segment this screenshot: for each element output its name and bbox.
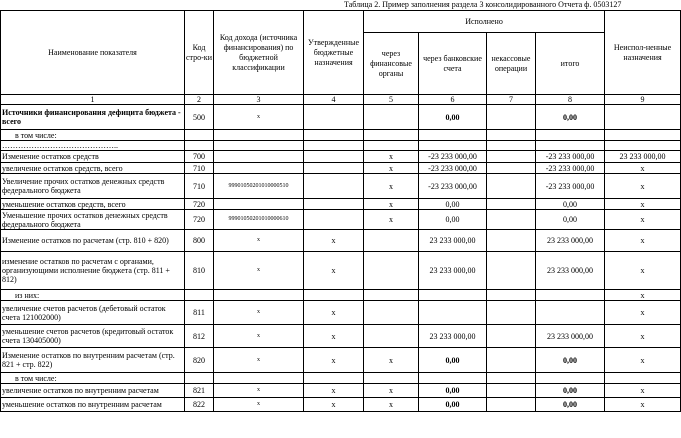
via-bank-cell: 0,00: [419, 210, 487, 230]
col-number: 7: [487, 95, 536, 105]
table-row: [1, 163, 681, 174]
approved-cell: x: [304, 384, 364, 398]
table-row: [1, 210, 681, 230]
total-cell: 0,00: [536, 348, 605, 373]
via-bank-cell: 23 233 000,00: [419, 230, 487, 252]
row-name: Изменение остатков по внутренним расчетам (стр. 821 + стр. 822): [1, 348, 185, 373]
header-total: итого: [536, 33, 605, 95]
budget-class-code: x: [214, 348, 304, 373]
table-row: [1, 130, 681, 141]
budget-class-code: 99901050201010000610: [214, 210, 304, 230]
via-fin-cell: x: [364, 163, 419, 174]
budget-class-code: x: [214, 105, 304, 130]
noncash-cell: [487, 151, 536, 163]
via-bank-cell: -23 233 000,00: [419, 151, 487, 163]
budget-class-code: x: [214, 230, 304, 252]
noncash-cell: [487, 199, 536, 210]
via-fin-cell: [364, 130, 419, 141]
total-cell: -23 233 000,00: [536, 174, 605, 199]
via-bank-cell: -23 233 000,00: [419, 174, 487, 199]
row-name: в том числе:: [1, 373, 185, 384]
col-number: 1: [1, 95, 185, 105]
unexecuted-cell: 23 233 000,00: [605, 151, 681, 163]
via-fin-cell: [364, 141, 419, 151]
header-row-top: [1, 11, 681, 33]
via-bank-cell: 0,00: [419, 398, 487, 412]
budget-class-code: x: [214, 398, 304, 412]
unexecuted-cell: x: [605, 199, 681, 210]
via-bank-cell: [419, 301, 487, 325]
row-code: 700: [185, 151, 214, 163]
approved-cell: [304, 174, 364, 199]
via-fin-cell: x: [364, 384, 419, 398]
row-name: Изменение остатков средств: [1, 151, 185, 163]
noncash-cell: [487, 348, 536, 373]
approved-cell: [304, 290, 364, 301]
caption-text: Таблица 2. Пример заполнения раздела 3 консолидированного Отчета ф. 0503127: [344, 0, 622, 9]
budget-class-code: 99901050201010000510: [214, 174, 304, 199]
header-name: Наименование показателя: [1, 11, 185, 95]
approved-cell: x: [304, 398, 364, 412]
table-row: [1, 373, 681, 384]
total-cell: 23 233 000,00: [536, 325, 605, 348]
row-name: изменение остатков по расчетам с органами, организующими исполнение бюджета (стр. 811 + 812): [1, 252, 185, 290]
row-code: 810: [185, 252, 214, 290]
via-fin-cell: x: [364, 151, 419, 163]
via-bank-cell: [419, 290, 487, 301]
noncash-cell: [487, 325, 536, 348]
approved-cell: [304, 141, 364, 151]
row-code: 500: [185, 105, 214, 130]
via-fin-cell: x: [364, 398, 419, 412]
table-row: [1, 325, 681, 348]
unexecuted-cell: [605, 130, 681, 141]
report-table: [0, 10, 681, 412]
via-fin-cell: [364, 290, 419, 301]
budget-class-code: x: [214, 384, 304, 398]
row-name: ……………………………………..: [1, 141, 185, 151]
table-row: [1, 230, 681, 252]
noncash-cell: [487, 384, 536, 398]
table-row: [1, 105, 681, 130]
via-fin-cell: x: [364, 199, 419, 210]
noncash-cell: [487, 210, 536, 230]
budget-class-code: [214, 373, 304, 384]
row-name: Увеличение прочих остатков денежных средств федерального бюджета: [1, 174, 185, 199]
unexecuted-cell: x: [605, 210, 681, 230]
unexecuted-cell: x: [605, 230, 681, 252]
row-name: увеличение остатков средств, всего: [1, 163, 185, 174]
total-cell: 0,00: [536, 210, 605, 230]
unexecuted-cell: x: [605, 348, 681, 373]
col-number: 6: [419, 95, 487, 105]
unexecuted-cell: [605, 373, 681, 384]
table-row: [1, 199, 681, 210]
via-bank-cell: 0,00: [419, 348, 487, 373]
total-cell: [536, 301, 605, 325]
approved-cell: x: [304, 252, 364, 290]
budget-class-code: [214, 130, 304, 141]
noncash-cell: [487, 230, 536, 252]
unexecuted-cell: x: [605, 398, 681, 412]
approved-cell: [304, 105, 364, 130]
row-code: [185, 130, 214, 141]
table-row: [1, 398, 681, 412]
budget-class-code: [214, 151, 304, 163]
row-name: увеличение остатков по внутренним расчетам: [1, 384, 185, 398]
col-number: 2: [185, 95, 214, 105]
col-number: 3: [214, 95, 304, 105]
col-number: 4: [304, 95, 364, 105]
budget-class-code: [214, 163, 304, 174]
approved-cell: [304, 210, 364, 230]
row-code: 822: [185, 398, 214, 412]
budget-class-code: [214, 290, 304, 301]
via-bank-cell: 23 233 000,00: [419, 252, 487, 290]
via-bank-cell: 0,00: [419, 105, 487, 130]
row-code: 710: [185, 163, 214, 174]
unexecuted-cell: x: [605, 301, 681, 325]
via-fin-cell: [364, 105, 419, 130]
budget-class-code: x: [214, 301, 304, 325]
row-name: Источники финансирования дефицита бюджета - всего: [1, 105, 185, 130]
row-name: из них:: [1, 290, 185, 301]
table-row: [1, 290, 681, 301]
table-row: [1, 151, 681, 163]
noncash-cell: [487, 141, 536, 151]
total-cell: [536, 130, 605, 141]
table-row: [1, 301, 681, 325]
header-unexecuted: Неиспол-ненные назначения: [605, 11, 681, 95]
total-cell: 23 233 000,00: [536, 252, 605, 290]
row-code: [185, 141, 214, 151]
approved-cell: x: [304, 325, 364, 348]
row-name: уменьшение счетов расчетов (кредитовый остаток счета 130405000): [1, 325, 185, 348]
approved-cell: [304, 130, 364, 141]
total-cell: 0,00: [536, 199, 605, 210]
unexecuted-cell: [605, 141, 681, 151]
approved-cell: [304, 163, 364, 174]
via-fin-cell: [364, 373, 419, 384]
row-code: [185, 290, 214, 301]
total-cell: 0,00: [536, 384, 605, 398]
col-number: 8: [536, 95, 605, 105]
total-cell: -23 233 000,00: [536, 163, 605, 174]
total-cell: 23 233 000,00: [536, 230, 605, 252]
col-number: 5: [364, 95, 419, 105]
approved-cell: [304, 373, 364, 384]
row-code: 720: [185, 210, 214, 230]
header-via-fin: через финансовые органы: [364, 33, 419, 95]
table-row: [1, 174, 681, 199]
row-name: Изменение остатков по расчетам (стр. 810 + 820): [1, 230, 185, 252]
unexecuted-cell: x: [605, 252, 681, 290]
header-revenue-code: Код дохода (источника финансирования) по бюджетной классификации: [214, 11, 304, 95]
row-code: [185, 373, 214, 384]
via-bank-cell: [419, 141, 487, 151]
total-cell: 0,00: [536, 105, 605, 130]
approved-cell: [304, 151, 364, 163]
table-row: [1, 141, 681, 151]
via-bank-cell: 23 233 000,00: [419, 325, 487, 348]
row-code: 720: [185, 199, 214, 210]
row-name: увеличение счетов расчетов (дебетовый остаток счета 121002000): [1, 301, 185, 325]
via-fin-cell: [364, 325, 419, 348]
approved-cell: x: [304, 230, 364, 252]
approved-cell: x: [304, 348, 364, 373]
noncash-cell: [487, 105, 536, 130]
via-fin-cell: x: [364, 210, 419, 230]
row-code: 811: [185, 301, 214, 325]
noncash-cell: [487, 130, 536, 141]
budget-class-code: x: [214, 252, 304, 290]
noncash-cell: [487, 398, 536, 412]
row-code: 710: [185, 174, 214, 199]
via-bank-cell: [419, 373, 487, 384]
total-cell: [536, 373, 605, 384]
header-approved: Утвержденные бюджетные назначения: [304, 11, 364, 95]
total-cell: [536, 141, 605, 151]
total-cell: -23 233 000,00: [536, 151, 605, 163]
noncash-cell: [487, 290, 536, 301]
table-row: [1, 384, 681, 398]
header-noncash: некассовые операции: [487, 33, 536, 95]
row-name: в том числе:: [1, 130, 185, 141]
header-executed: Исполнено: [364, 11, 605, 33]
row-code: 812: [185, 325, 214, 348]
via-bank-cell: 0,00: [419, 384, 487, 398]
row-code: 800: [185, 230, 214, 252]
budget-class-code: [214, 141, 304, 151]
row-code: 820: [185, 348, 214, 373]
noncash-cell: [487, 163, 536, 174]
budget-class-code: x: [214, 325, 304, 348]
header-via-bank: через банковские счета: [419, 33, 487, 95]
noncash-cell: [487, 373, 536, 384]
row-name: Уменьшение прочих остатков денежных средств федерального бюджета: [1, 210, 185, 230]
table-row: [1, 252, 681, 290]
total-cell: [536, 290, 605, 301]
noncash-cell: [487, 252, 536, 290]
col-number: 9: [605, 95, 681, 105]
unexecuted-cell: x: [605, 174, 681, 199]
via-fin-cell: [364, 301, 419, 325]
noncash-cell: [487, 301, 536, 325]
unexecuted-cell: x: [605, 325, 681, 348]
via-bank-cell: -23 233 000,00: [419, 163, 487, 174]
unexecuted-cell: [605, 105, 681, 130]
table-caption: [0, 0, 653, 10]
approved-cell: x: [304, 301, 364, 325]
unexecuted-cell: x: [605, 384, 681, 398]
header-row-code: Код стро-ки: [185, 11, 214, 95]
unexecuted-cell: x: [605, 163, 681, 174]
via-fin-cell: [364, 252, 419, 290]
unexecuted-cell: x: [605, 290, 681, 301]
via-fin-cell: x: [364, 348, 419, 373]
noncash-cell: [487, 174, 536, 199]
via-fin-cell: x: [364, 174, 419, 199]
column-numbers-row: [1, 95, 681, 105]
total-cell: 0,00: [536, 398, 605, 412]
via-bank-cell: 0,00: [419, 199, 487, 210]
via-fin-cell: [364, 230, 419, 252]
row-name: уменьшение остатков по внутренним расчетам: [1, 398, 185, 412]
approved-cell: [304, 199, 364, 210]
table-row: [1, 348, 681, 373]
via-bank-cell: [419, 130, 487, 141]
budget-class-code: [214, 199, 304, 210]
row-name: уменьшение остатков средств, всего: [1, 199, 185, 210]
row-code: 821: [185, 384, 214, 398]
